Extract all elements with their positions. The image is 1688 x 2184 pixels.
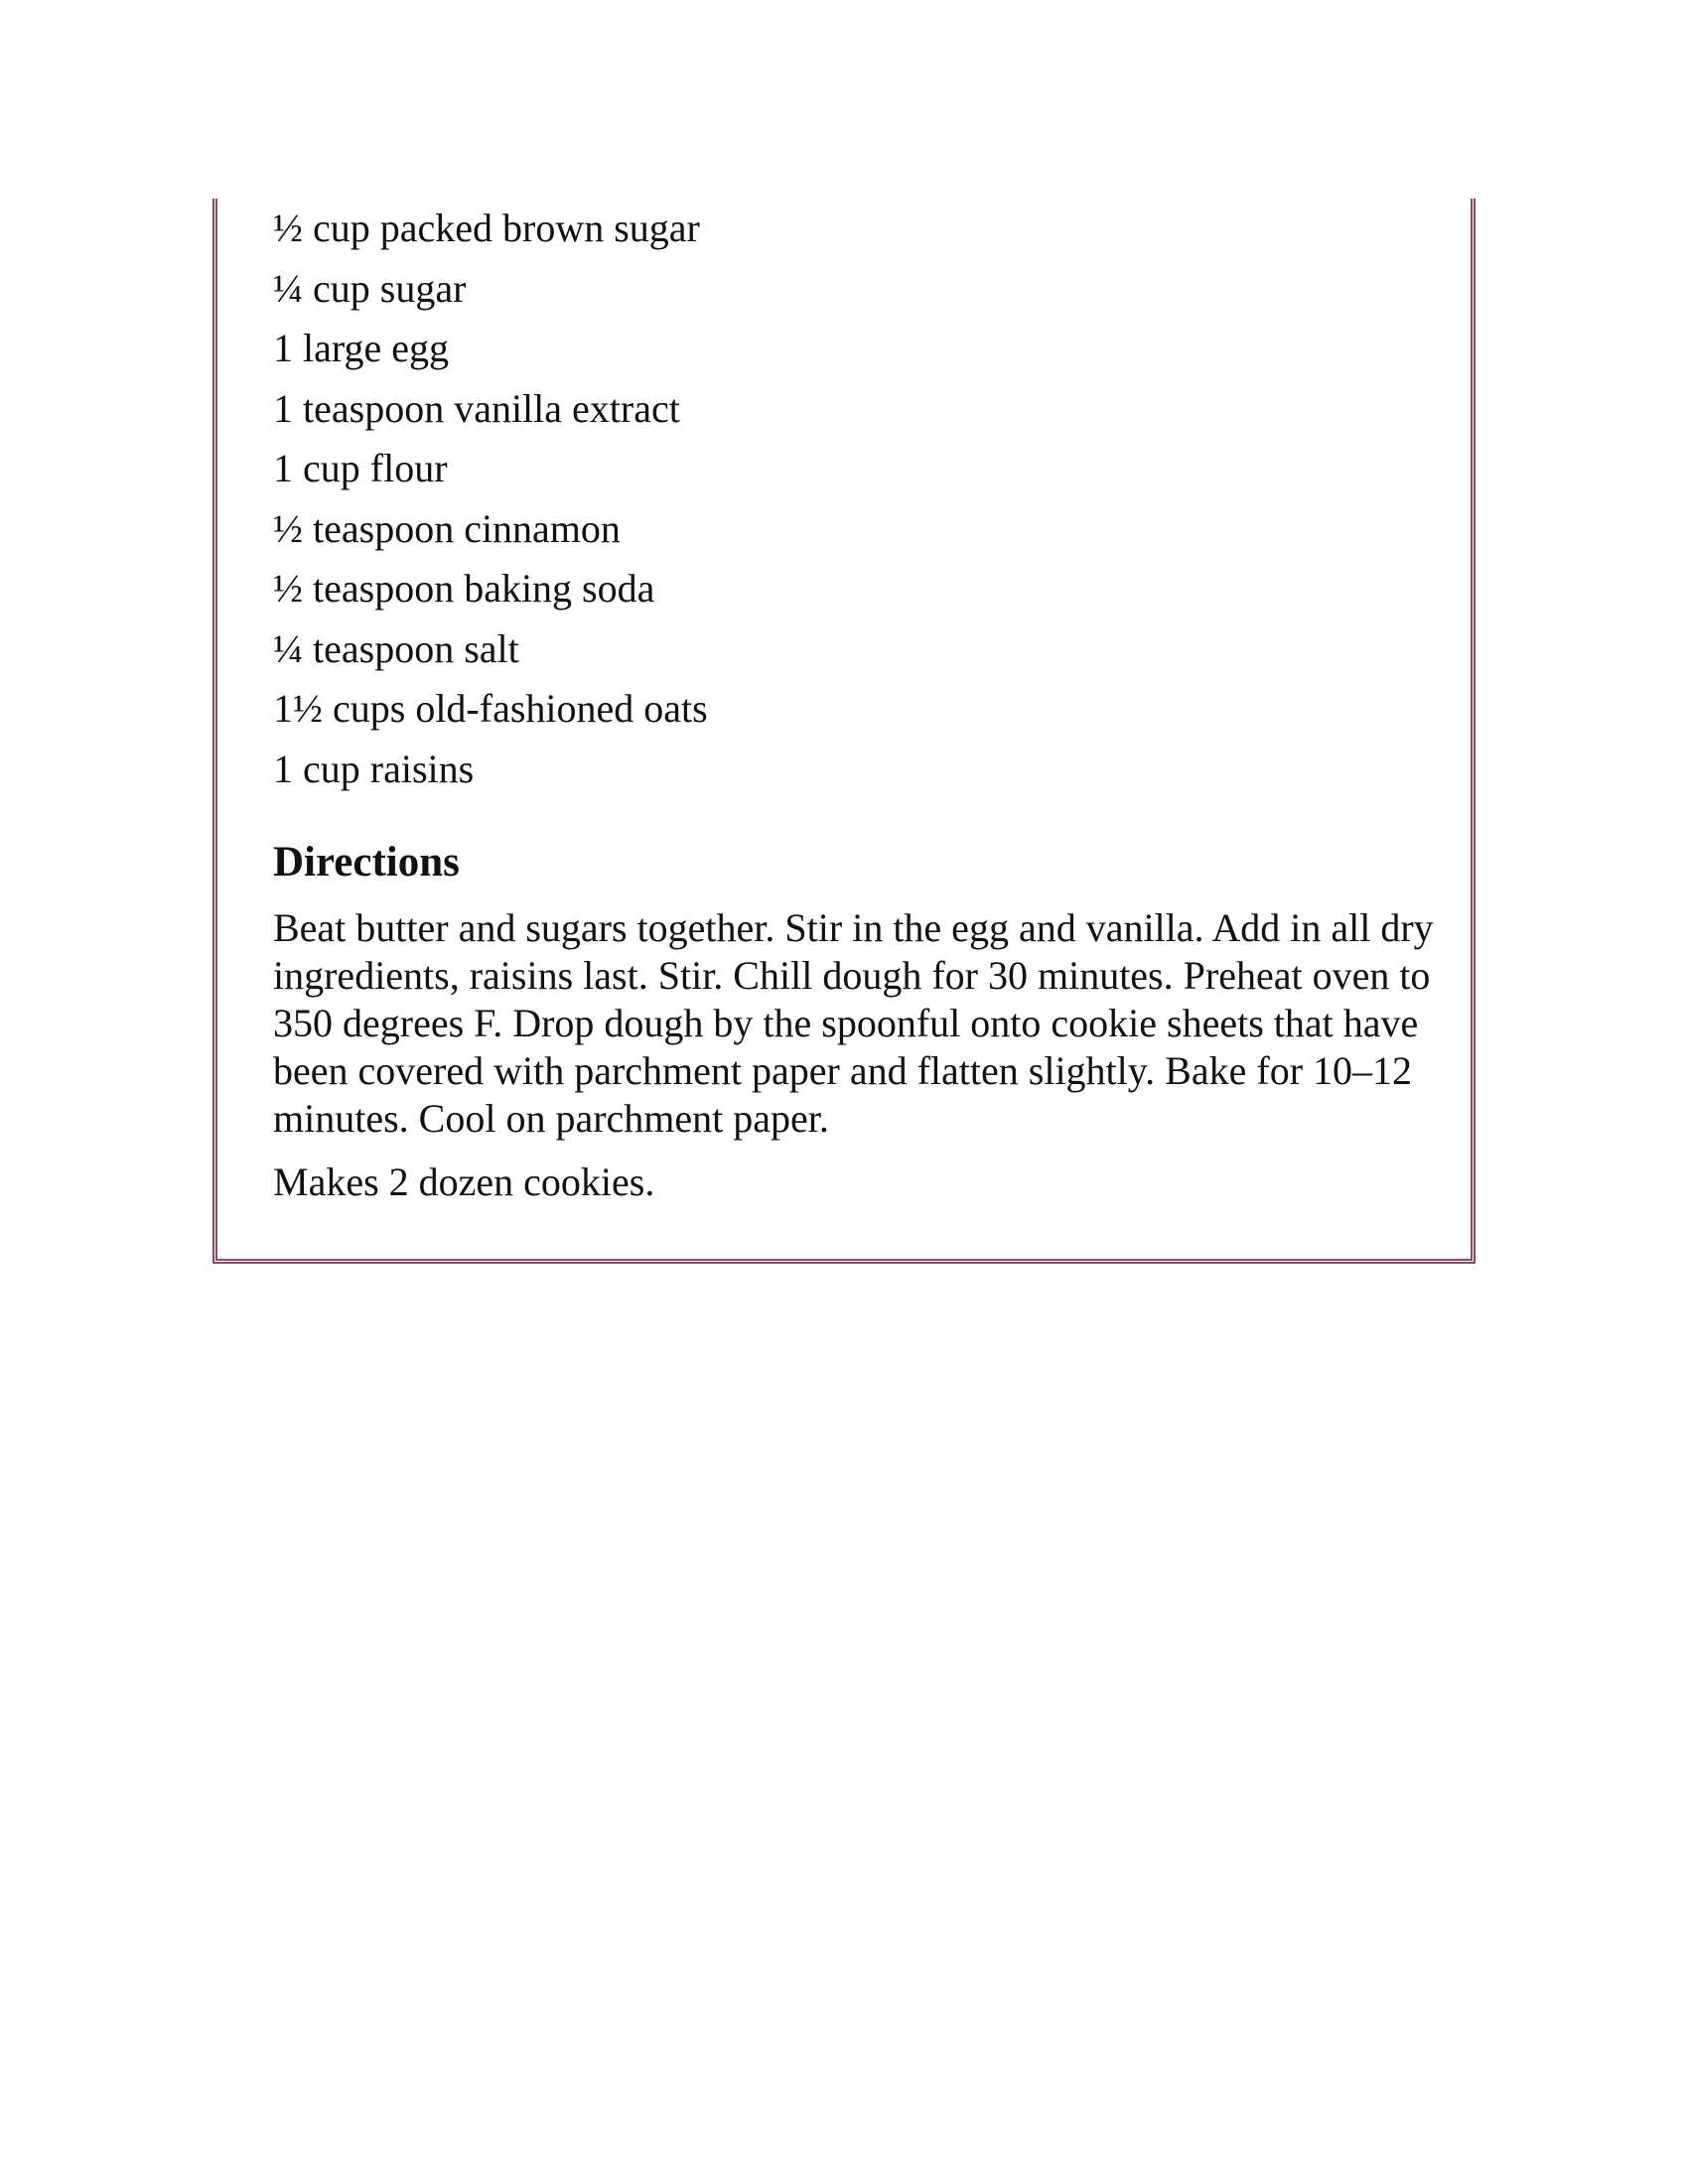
- ingredient-item: ¼ teaspoon salt: [273, 625, 519, 671]
- yield-text: Makes 2 dozen cookies.: [273, 1160, 655, 1204]
- ingredient-item: 1½ cups old-fashioned oats: [273, 686, 708, 731]
- ingredient-item: 1 cup raisins: [273, 746, 475, 791]
- ingredient-item: 1 teaspoon vanilla extract: [273, 385, 680, 431]
- directions-text: Beat butter and sugars together. Stir in the egg and vanilla. Add in all dry ingredients, raisins last. Stir. Chill dough for 30 minutes. Preheat oven to 350 degrees F. Drop dough by the spoonful onto cookie sheets that have been covered with parchment paper and flatten slightly. Bake for 10–12 minutes. Cool on parchment paper.: [273, 905, 1434, 1141]
- ingredient-item: 1 large egg: [273, 326, 449, 370]
- ingredient-item: ½ teaspoon baking soda: [273, 566, 655, 611]
- ingredients-list: [273, 199, 1435, 799]
- ingredient-item: ¼ cup sugar: [273, 265, 467, 311]
- ingredient-item: 1 cup flour: [273, 446, 448, 490]
- recipe-box: [212, 199, 1476, 1264]
- ingredient-item: ½ cup packed brown sugar: [273, 205, 700, 250]
- directions-heading: Directions: [273, 839, 460, 886]
- recipe-content: [273, 199, 1435, 1206]
- ingredient-item: ½ teaspoon cinnamon: [273, 505, 621, 551]
